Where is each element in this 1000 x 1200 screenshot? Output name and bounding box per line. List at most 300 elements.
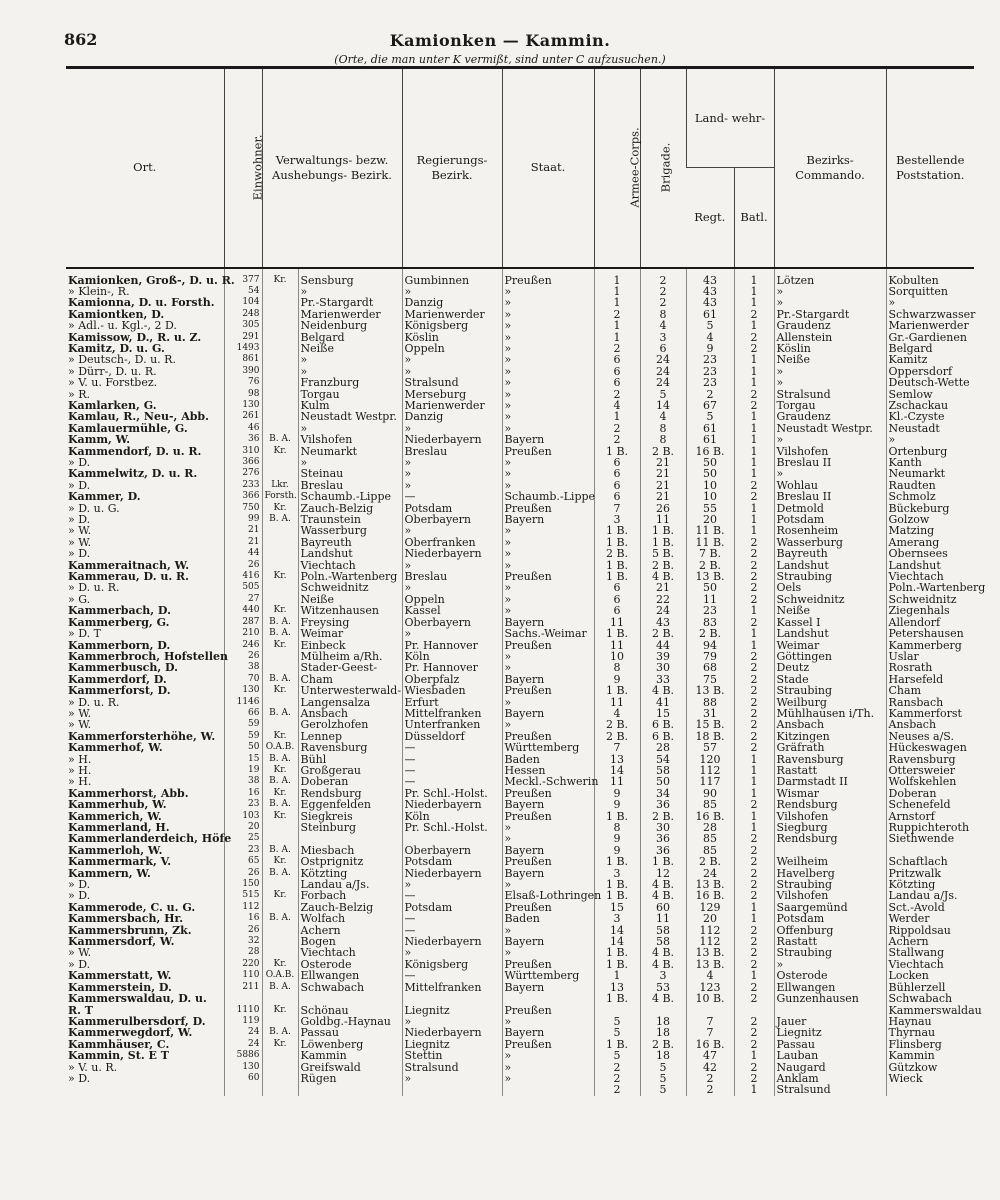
cell-bezirk: Liegnitz — [774, 1027, 886, 1038]
cell-post: Semlow — [886, 389, 974, 400]
cell-armee: 9 — [594, 788, 640, 799]
cell-einwohner: 104 — [224, 297, 262, 308]
cell-ort: Kammendorf, D. u. R. — [68, 444, 202, 458]
cell-post: Hückeswagen — [886, 742, 974, 753]
cell-batl: 2 — [734, 697, 774, 708]
table-row — [66, 662, 974, 673]
cell-verwaltung: Großgerau — [298, 765, 402, 776]
cell-ort: » Adl.- u. Kgl.-, 2 D. — [68, 319, 177, 333]
cell-ort: Kammermark, V. — [68, 855, 172, 869]
cell-staat: » — [502, 822, 594, 833]
cell-regierung: Erfurt — [402, 697, 502, 708]
cell-armee: 8 — [594, 662, 640, 673]
cell-verwaltung: Schaumb.-Lippe — [298, 491, 402, 502]
cell-regierung: Gumbinnen — [402, 268, 502, 286]
cell-bezirk: Ansbach — [774, 719, 886, 730]
cell-batl: 2 — [734, 1039, 774, 1050]
cell-armee: 1 B. — [594, 879, 640, 890]
cell-armee: 6 — [594, 491, 640, 502]
cell-brigade: 43 — [640, 617, 686, 628]
cell-regt: 117 — [686, 776, 734, 787]
cell-post: Raudten — [886, 480, 974, 491]
cell-bezirk: Weimar — [774, 640, 886, 651]
cell-verwaltung: Schweidnitz — [298, 582, 402, 593]
cell-ort: » D. — [68, 878, 91, 892]
cell-bezirk: Kassel I — [774, 617, 886, 628]
cell-verwaltung: Lennep — [298, 731, 402, 742]
cell-regierung — [402, 993, 502, 1004]
cell-brigade: 36 — [640, 845, 686, 856]
cell-armee: 2 — [594, 343, 640, 354]
table-row — [66, 389, 974, 400]
cell-armee: 9 — [594, 833, 640, 844]
cell-staat: Preußen — [502, 856, 594, 867]
cell-einwohner: 99 — [224, 514, 262, 525]
cell-regierung: Köln — [402, 811, 502, 822]
cell-ort: » D. u. R. — [68, 581, 120, 595]
cell-regierung: — — [402, 765, 502, 776]
cell-regierung: » — [402, 1073, 502, 1084]
cell-einwohner: 24 — [224, 1039, 262, 1050]
cell-ort: » H. — [68, 752, 92, 766]
cell-batl: 2 — [734, 662, 774, 673]
cell-post: Landau a/Js. — [886, 890, 974, 901]
cell-brigade: 5 — [640, 1073, 686, 1084]
cell-behoerde: Kr. — [262, 640, 298, 651]
cell-batl: 1 — [734, 297, 774, 308]
cell-regierung: Stettin — [402, 1050, 502, 1061]
cell-verwaltung: » — [298, 423, 402, 434]
cell-batl: 1 — [734, 514, 774, 525]
cell-verwaltung: Schwabach — [298, 982, 402, 993]
cell-einwohner: 276 — [224, 468, 262, 479]
cell-regierung: Köslin — [402, 332, 502, 343]
cell-regt: 28 — [686, 822, 734, 833]
cell-bezirk: Darmstadt II — [774, 776, 886, 787]
cell-regt: 61 — [686, 309, 734, 320]
page-subtitle: (Orte, die man unter K vermißt, sind unter C aufzusuchen.) — [334, 53, 666, 66]
cell-ort: Kammerlanderdeich, Höfe — [68, 832, 232, 846]
cell-verwaltung: Steinau — [298, 468, 402, 479]
cell-verwaltung: Cham — [298, 674, 402, 685]
cell-armee: 13 — [594, 982, 640, 993]
cell-brigade: 6 B. — [640, 719, 686, 730]
cell-regt: 85 — [686, 845, 734, 856]
cell-regt: 67 — [686, 400, 734, 411]
cell-armee: 6 — [594, 366, 640, 377]
cell-bezirk: Wismar — [774, 788, 886, 799]
cell-verwaltung: Neumarkt — [298, 446, 402, 457]
cell-brigade: 8 — [640, 309, 686, 320]
cell-post: » — [886, 434, 974, 445]
cell-batl: 2 — [734, 343, 774, 354]
cell-batl: 2 — [734, 560, 774, 571]
table-row — [66, 1039, 974, 1050]
cell-einwohner: 287 — [224, 617, 262, 628]
cell-staat: Bayern — [502, 434, 594, 445]
cell-verwaltung: Marienwerder — [298, 309, 402, 320]
cell-staat: Preußen — [502, 1005, 594, 1016]
cell-einwohner: 26 — [224, 868, 262, 879]
cell-armee: 1 B. — [594, 890, 640, 901]
table-row — [66, 993, 974, 1004]
cell-bezirk: Wasserburg — [774, 537, 886, 548]
cell-behoerde: B. A. — [262, 514, 298, 525]
cell-regt: 2 B. — [686, 856, 734, 867]
cell-regierung: » — [402, 947, 502, 958]
cell-regt: 50 — [686, 468, 734, 479]
cell-regt: 85 — [686, 799, 734, 810]
cell-einwohner: 505 — [224, 582, 262, 593]
cell-armee: 2 B. — [594, 719, 640, 730]
cell-batl: 1 — [734, 1050, 774, 1061]
table-row — [66, 1050, 974, 1061]
cell-einwohner: 70 — [224, 674, 262, 685]
cell-regierung: — — [402, 913, 502, 924]
cell-behoerde — [262, 286, 298, 297]
cell-ort: » H. — [68, 775, 92, 789]
cell-armee: 1 B. — [594, 959, 640, 970]
cell-behoerde — [262, 993, 298, 1004]
cell-batl: 2 — [734, 480, 774, 491]
cell-staat: » — [502, 457, 594, 468]
cell-armee: 1 — [594, 411, 640, 422]
cell-post: Kamitz — [886, 354, 974, 365]
cell-batl: 1 — [734, 811, 774, 822]
cell-staat: Bayern — [502, 936, 594, 947]
cell-ort: Kammerich, W. — [68, 809, 162, 823]
cell-staat: Preußen — [502, 640, 594, 651]
cell-einwohner: 750 — [224, 503, 262, 514]
cell-verwaltung: Osterode — [298, 959, 402, 970]
cell-armee: 2 B. — [594, 548, 640, 559]
cell-brigade: 24 — [640, 366, 686, 377]
cell-ort: » D. — [68, 889, 91, 903]
cell-armee: 14 — [594, 936, 640, 947]
cell-regt: 57 — [686, 742, 734, 753]
cell-staat: » — [502, 662, 594, 673]
cell-regt: 47 — [686, 1050, 734, 1061]
cell-regierung: — — [402, 890, 502, 901]
cell-einwohner: 28 — [224, 947, 262, 958]
cell-staat: Baden — [502, 754, 594, 765]
cell-staat: » — [502, 286, 594, 297]
cell-post: Uslar — [886, 651, 974, 662]
cell-batl: 2 — [734, 947, 774, 958]
cell-regierung: — — [402, 925, 502, 936]
cell-einwohner: 130 — [224, 400, 262, 411]
cell-behoerde — [262, 457, 298, 468]
cell-staat: Preußen — [502, 685, 594, 696]
cell-brigade: 1 B. — [640, 537, 686, 548]
cell-brigade: 11 — [640, 913, 686, 924]
cell-einwohner: 36 — [224, 434, 262, 445]
cell-ort: Kammin, St. E T — [68, 1049, 169, 1063]
cell-regierung: » — [402, 366, 502, 377]
cell-staat: » — [502, 423, 594, 434]
cell-ort: Kammerdorf, D. — [68, 672, 167, 686]
cell-verwaltung: Wolfach — [298, 913, 402, 924]
cell-behoerde: B. A. — [262, 913, 298, 924]
cell-brigade: 2 B. — [640, 1039, 686, 1050]
cell-post — [886, 1084, 974, 1095]
cell-armee: 2 B. — [594, 731, 640, 742]
cell-brigade: 24 — [640, 377, 686, 388]
table-row — [66, 343, 974, 354]
cell-einwohner: 16 — [224, 788, 262, 799]
cell-verwaltung: Kammin — [298, 1050, 402, 1061]
cell-batl: 1 — [734, 754, 774, 765]
cell-batl: 2 — [734, 719, 774, 730]
cell-batl: 1 — [734, 354, 774, 365]
cell-staat: » — [502, 594, 594, 605]
cell-bezirk: Osterode — [774, 970, 886, 981]
cell-bezirk: Rastatt — [774, 936, 886, 947]
cell-behoerde — [262, 833, 298, 844]
cell-post: Schwarzwasser — [886, 309, 974, 320]
cell-staat: Preußen — [502, 503, 594, 514]
cell-post: Doberan — [886, 788, 974, 799]
cell-einwohner: 50 — [224, 742, 262, 753]
cell-einwohner: 103 — [224, 811, 262, 822]
cell-batl: 2 — [734, 548, 774, 559]
cell-brigade: 4 B. — [640, 890, 686, 901]
cell-ort: Kamlau, R., Neu-, Abb. — [68, 410, 209, 424]
cell-einwohner: 25 — [224, 833, 262, 844]
table-row — [66, 1062, 974, 1073]
cell-regt: 85 — [686, 833, 734, 844]
cell-batl: 2 — [734, 571, 774, 582]
cell-brigade: 21 — [640, 582, 686, 593]
cell-regt: 75 — [686, 674, 734, 685]
cell-verwaltung: Goldbg.-Haynau — [298, 1016, 402, 1027]
cell-regt: 129 — [686, 902, 734, 913]
cell-ort: Kammerforst, D. — [68, 684, 171, 698]
cell-verwaltung: Breslau — [298, 480, 402, 491]
cell-staat: Bayern — [502, 514, 594, 525]
cell-staat: » — [502, 297, 594, 308]
cell-batl: 2 — [734, 742, 774, 753]
cell-staat: Bayern — [502, 617, 594, 628]
cell-regierung: Oberbayern — [402, 845, 502, 856]
cell-ort: Kammersbrunn, Zk. — [68, 923, 192, 937]
cell-bezirk: » — [774, 297, 886, 308]
cell-einwohner: 44 — [224, 548, 262, 559]
cell-brigade: 2 B. — [640, 446, 686, 457]
cell-verwaltung: Eggenfelden — [298, 799, 402, 810]
cell-verwaltung: » — [298, 457, 402, 468]
cell-bezirk: » — [774, 377, 886, 388]
cell-brigade: 5 — [640, 1084, 686, 1095]
cell-armee: 1 B. — [594, 537, 640, 548]
cell-batl: 2 — [734, 845, 774, 856]
cell-einwohner: 16 — [224, 913, 262, 924]
cell-ort: » D. — [68, 1071, 91, 1085]
cell-regt: 2 B. — [686, 628, 734, 639]
cell-regierung: » — [402, 468, 502, 479]
cell-regt: 13 B. — [686, 947, 734, 958]
cell-einwohner: 440 — [224, 605, 262, 616]
cell-staat: Preußen — [502, 446, 594, 457]
cell-regt: 112 — [686, 925, 734, 936]
col-header-verwaltung: Verwaltungs- bezw. Aushebungs- Bezirk. — [262, 68, 402, 268]
cell-ort: » D. — [68, 547, 91, 561]
cell-bezirk: Straubing — [774, 685, 886, 696]
cell-bezirk: Detmold — [774, 503, 886, 514]
cell-behoerde — [262, 936, 298, 947]
cell-armee: 2 — [594, 1062, 640, 1073]
cell-behoerde — [262, 947, 298, 958]
cell-staat: » — [502, 582, 594, 593]
cell-regt: 5 — [686, 411, 734, 422]
cell-einwohner: 27 — [224, 594, 262, 605]
cell-einwohner: 130 — [224, 1062, 262, 1073]
cell-brigade: 18 — [640, 1027, 686, 1038]
cell-ort: Kamm, W. — [68, 433, 131, 447]
cell-batl: 2 — [734, 674, 774, 685]
cell-post: Neustadt — [886, 423, 974, 434]
cell-bezirk: Torgau — [774, 400, 886, 411]
cell-staat: Preußen — [502, 902, 594, 913]
cell-staat: Bayern — [502, 708, 594, 719]
cell-ort: Kammersdorf, W. — [68, 935, 175, 949]
cell-verwaltung: Witzenhausen — [298, 605, 402, 616]
cell-behoerde: B. A. — [262, 434, 298, 445]
cell-post: Sorquitten — [886, 286, 974, 297]
cell-post: Stallwang — [886, 947, 974, 958]
cell-einwohner: 110 — [224, 970, 262, 981]
cell-post: Kobulten — [886, 268, 974, 286]
cell-post: Schwabach — [886, 993, 974, 1004]
cell-batl: 2 — [734, 1062, 774, 1073]
cell-verwaltung: Viechtach — [298, 560, 402, 571]
cell-staat: » — [502, 1062, 594, 1073]
cell-regt: 11 B. — [686, 537, 734, 548]
table-row — [66, 320, 974, 331]
cell-bezirk: Neiße — [774, 605, 886, 616]
cell-bezirk: Potsdam — [774, 514, 886, 525]
cell-batl: 2 — [734, 685, 774, 696]
cell-behoerde: B. A. — [262, 617, 298, 628]
cell-batl: 1 — [734, 377, 774, 388]
cell-staat: » — [502, 377, 594, 388]
cell-bezirk: Rosenheim — [774, 525, 886, 536]
cell-ort: Kammerulbersdorf, D. — [68, 1014, 206, 1028]
cell-post: Ortenburg — [886, 446, 974, 457]
cell-einwohner: 150 — [224, 879, 262, 890]
cell-bezirk: Rastatt — [774, 765, 886, 776]
cell-staat: Preußen — [502, 1039, 594, 1050]
cell-brigade: 4 B. — [640, 993, 686, 1004]
cell-einwohner: 261 — [224, 411, 262, 422]
cell-behoerde: B. A. — [262, 868, 298, 879]
cell-verwaltung: Ravensburg — [298, 742, 402, 753]
cell-behoerde — [262, 582, 298, 593]
cell-verwaltung: Ansbach — [298, 708, 402, 719]
cell-verwaltung: Vilshofen — [298, 434, 402, 445]
cell-brigade: 6 — [640, 343, 686, 354]
cell-armee: 1 B. — [594, 560, 640, 571]
cell-regt: 23 — [686, 605, 734, 616]
cell-armee: 1 B. — [594, 1039, 640, 1050]
cell-verwaltung: Mülheim a/Rh. — [298, 651, 402, 662]
cell-batl: 2 — [734, 799, 774, 810]
cell-post: Haynau — [886, 1016, 974, 1027]
cell-verwaltung: Neustadt Westpr. — [298, 411, 402, 422]
cell-armee: 1 B. — [594, 525, 640, 536]
cell-verwaltung: Forbach — [298, 890, 402, 901]
cell-regt: 50 — [686, 582, 734, 593]
cell-post: Siethwende — [886, 833, 974, 844]
cell-verwaltung — [298, 1084, 402, 1095]
cell-regt: 7 — [686, 1016, 734, 1027]
cell-brigade: 21 — [640, 480, 686, 491]
cell-ort: Kammerloh, W. — [68, 843, 163, 857]
cell-brigade: 5 — [640, 389, 686, 400]
cell-einwohner: 5886 — [224, 1050, 262, 1061]
cell-staat: Bayern — [502, 868, 594, 879]
table-row — [66, 936, 974, 947]
cell-brigade: 41 — [640, 697, 686, 708]
cell-regierung: Breslau — [402, 571, 502, 582]
cell-ort: » V. u. Forstbez. — [68, 376, 158, 390]
cell-behoerde — [262, 423, 298, 434]
cell-regierung: Oberpfalz — [402, 674, 502, 685]
cell-bezirk: Göttingen — [774, 651, 886, 662]
cell-staat: Preußen — [502, 571, 594, 582]
cell-verwaltung: Ostprignitz — [298, 856, 402, 867]
table-body — [66, 268, 986, 1097]
cell-verwaltung: Weimar — [298, 628, 402, 639]
cell-staat: » — [502, 320, 594, 331]
table-row — [66, 366, 974, 377]
cell-ort: » W. — [68, 706, 92, 720]
cell-verwaltung: Passau — [298, 1027, 402, 1038]
cell-einwohner: 416 — [224, 571, 262, 582]
cell-verwaltung: Neiße — [298, 594, 402, 605]
cell-bezirk: Weilheim — [774, 856, 886, 867]
cell-post: Ravensburg — [886, 754, 974, 765]
cell-behoerde: B. A. — [262, 982, 298, 993]
table-row — [66, 537, 974, 548]
cell-regierung: Pr. Hannover — [402, 640, 502, 651]
cell-regt: 2 — [686, 389, 734, 400]
cell-einwohner: 1146 — [224, 697, 262, 708]
cell-ort: Kammerstein, D. — [68, 980, 172, 994]
cell-staat: Sachs.-Weimar — [502, 628, 594, 639]
cell-einwohner: 38 — [224, 776, 262, 787]
cell-einwohner: 24 — [224, 1027, 262, 1038]
cell-ort: Kamissow, D., R. u. Z. — [68, 330, 202, 344]
cell-behoerde: B. A. — [262, 799, 298, 810]
cell-staat: Preußen — [502, 731, 594, 742]
cell-verwaltung — [298, 993, 402, 1004]
cell-post: Rippoldsau — [886, 925, 974, 936]
cell-ort: Kamionna, D. u. Forsth. — [68, 296, 215, 310]
cell-verwaltung: Freysing — [298, 617, 402, 628]
cell-behoerde — [262, 1062, 298, 1073]
cell-batl: 2 — [734, 856, 774, 867]
cell-einwohner: 233 — [224, 480, 262, 491]
cell-bezirk: Weilburg — [774, 697, 886, 708]
cell-brigade: 24 — [640, 354, 686, 365]
cell-bezirk: Gräfrath — [774, 742, 886, 753]
table-row — [66, 594, 974, 605]
cell-batl: 2 — [734, 332, 774, 343]
cell-staat: Hessen — [502, 765, 594, 776]
cell-regt: 43 — [686, 297, 734, 308]
cell-verwaltung: Rendsburg — [298, 788, 402, 799]
